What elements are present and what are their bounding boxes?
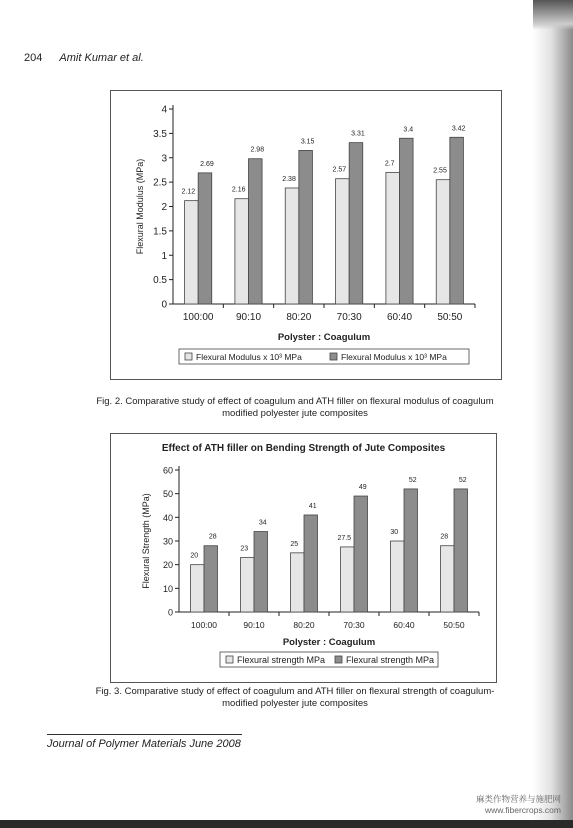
page-corner-shadow bbox=[533, 0, 573, 30]
bar-series-1 bbox=[341, 547, 355, 612]
legend-label-1: Flexural strength MPa bbox=[237, 655, 326, 665]
data-label: 2.98 bbox=[250, 146, 265, 154]
data-label: 2.7 bbox=[384, 160, 395, 168]
y-tick-label: 30 bbox=[162, 536, 173, 547]
figure-3-chart bbox=[110, 433, 497, 683]
legend-label-2: Flexural Modulus x 10³ MPa bbox=[341, 352, 447, 362]
data-label: 52 bbox=[408, 476, 417, 484]
x-tick-label: 100:00 bbox=[182, 312, 214, 323]
bar-series-2 bbox=[304, 515, 318, 612]
x-tick-label: 80:20 bbox=[293, 620, 315, 630]
x-axis-label: Polyster : Coagulum bbox=[282, 637, 376, 648]
data-label: 23 bbox=[240, 545, 249, 553]
y-axis-label: Flexural Strength (MPa) bbox=[141, 493, 151, 589]
legend-swatch-1 bbox=[185, 353, 192, 360]
y-tick-label: 2.5 bbox=[153, 177, 167, 189]
data-label: 2.12 bbox=[181, 188, 196, 196]
data-label: 3.42 bbox=[451, 125, 466, 133]
watermark-line-2: www.fibercrops.com bbox=[484, 805, 561, 815]
bar-series-2 bbox=[254, 532, 268, 612]
page-edge-shadow bbox=[533, 0, 573, 828]
data-label: 30 bbox=[390, 529, 399, 536]
bar-series-2 bbox=[349, 143, 363, 304]
watermark-line-1: 麻类作物营养与施肥网 bbox=[475, 794, 561, 804]
x-tick-label: 50:50 bbox=[443, 620, 465, 630]
y-tick-label: 0 bbox=[167, 607, 173, 618]
y-tick-label: 4 bbox=[161, 104, 167, 116]
x-tick-label: 60:40 bbox=[393, 620, 415, 630]
legend-swatch-1 bbox=[226, 656, 233, 663]
bar-series-2 bbox=[404, 489, 418, 612]
bar-series-2 bbox=[354, 496, 368, 612]
x-tick-label: 70:30 bbox=[343, 620, 365, 630]
x-tick-label: 100:00 bbox=[191, 620, 217, 630]
running-authors: Amit Kumar et al. bbox=[59, 52, 144, 64]
y-tick-label: 3.5 bbox=[153, 128, 167, 140]
data-label: 49 bbox=[358, 484, 367, 492]
y-tick-label: 20 bbox=[162, 560, 173, 571]
bar-series-1 bbox=[191, 565, 205, 612]
figure-3-caption: Fig. 3. Comparative study of effect of coagulum and ATH filler on flexural strength of coagulum-modified polyester jute composites bbox=[95, 686, 495, 709]
bar-series-2 bbox=[198, 173, 212, 304]
bar-series-2 bbox=[204, 546, 218, 612]
data-label: 3.31 bbox=[351, 130, 365, 138]
data-label: 28 bbox=[440, 533, 449, 541]
running-header bbox=[24, 52, 144, 64]
y-axis-label: Flexural Modulus (MPa) bbox=[135, 158, 145, 255]
data-label: 27.5 bbox=[337, 534, 352, 542]
y-tick-label: 1.5 bbox=[153, 226, 167, 238]
legend-label-1: Flexural Modulus x 10³ MPa bbox=[196, 352, 302, 362]
data-label: 20 bbox=[190, 552, 199, 560]
scan-bottom-strip bbox=[0, 820, 573, 828]
bar-series-1 bbox=[386, 172, 400, 304]
data-label: 2.57 bbox=[332, 166, 347, 174]
data-label: 2.69 bbox=[200, 160, 214, 168]
y-tick-label: 60 bbox=[162, 465, 173, 476]
bar-series-1 bbox=[336, 179, 350, 304]
data-label: 2.16 bbox=[231, 186, 246, 194]
flexural-strength-chart bbox=[111, 434, 496, 682]
y-tick-label: 0.5 bbox=[153, 275, 167, 287]
bar-series-2 bbox=[454, 489, 468, 612]
figure-2-caption: Fig. 2. Comparative study of effect of coagulum and ATH filler on flexural modulus of coagulum modified polyester jute composites bbox=[96, 396, 494, 419]
bar-series-1 bbox=[436, 180, 450, 304]
bar-series-2 bbox=[450, 137, 464, 304]
y-tick-label: 3 bbox=[161, 153, 167, 165]
bar-series-1 bbox=[391, 541, 405, 612]
y-tick-label: 50 bbox=[162, 489, 173, 500]
bar-series-1 bbox=[235, 199, 249, 304]
bar-series-2 bbox=[400, 138, 414, 304]
flexural-modulus-chart bbox=[111, 91, 501, 379]
data-label: 3.4 bbox=[403, 126, 414, 134]
y-tick-label: 1 bbox=[161, 250, 167, 262]
data-label: 2.55 bbox=[433, 167, 447, 175]
data-label: 3.15 bbox=[300, 138, 315, 146]
legend-swatch-2 bbox=[335, 656, 342, 663]
data-label: 2.38 bbox=[282, 175, 296, 183]
legend-swatch-2 bbox=[330, 353, 337, 360]
figure-2-chart bbox=[110, 90, 502, 380]
data-label: 25 bbox=[290, 540, 299, 548]
legend-label-2: Flexural strength MPa bbox=[346, 655, 435, 665]
bar-series-2 bbox=[299, 150, 313, 304]
chart-title: Effect of ATH filler on Bending Strength of Jute Composites bbox=[161, 443, 446, 454]
data-label: 28 bbox=[208, 533, 217, 541]
x-tick-label: 80:20 bbox=[286, 312, 312, 323]
bar-series-1 bbox=[285, 188, 299, 304]
data-label: 52 bbox=[458, 476, 467, 484]
x-tick-label: 90:10 bbox=[235, 312, 262, 323]
data-label: 34 bbox=[258, 519, 267, 527]
y-tick-label: 2 bbox=[161, 202, 167, 213]
x-tick-label: 60:40 bbox=[386, 312, 413, 323]
y-tick-label: 0 bbox=[161, 299, 167, 311]
bar-series-1 bbox=[441, 546, 455, 612]
y-tick-label: 40 bbox=[162, 512, 173, 523]
bar-series-1 bbox=[185, 201, 199, 304]
y-tick-label: 10 bbox=[162, 583, 173, 594]
x-tick-label: 70:30 bbox=[336, 312, 362, 323]
x-tick-label: 50:50 bbox=[437, 312, 463, 323]
watermark bbox=[476, 794, 561, 816]
x-axis-label: Polyster : Coagulum bbox=[277, 332, 371, 343]
x-tick-label: 90:10 bbox=[243, 620, 265, 630]
data-label: 41 bbox=[308, 502, 317, 510]
footer-rule bbox=[47, 734, 242, 735]
journal-footer: Journal of Polymer Materials June 2008 bbox=[47, 738, 241, 750]
page-number: 204 bbox=[24, 52, 43, 64]
bar-series-2 bbox=[249, 159, 263, 304]
bar-series-1 bbox=[291, 553, 305, 612]
bar-series-1 bbox=[241, 558, 255, 612]
